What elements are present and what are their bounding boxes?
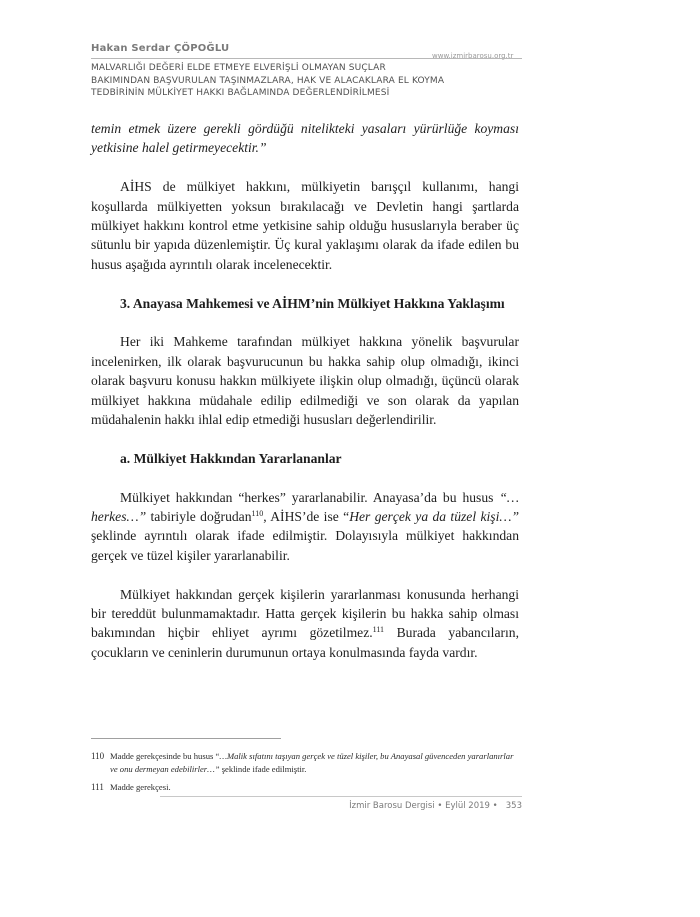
paragraph-beneficiaries: Mülkiyet hakkından “herkes” yararlanabilir. Anayasa’da bu husus “…herkes…” tabiriyle doğrudan$^{110}$, AİHS’de ise “Her gerçek ya da tüzel kişi…” şeklinde ayrıntılı olarak ifade edilmiştir. Dolayısıyla mülkiyet hakkından gerçek ve tüzel kişiler yararlanabilir. (91, 489, 520, 563)
quote-continuation: temin etmek üzere gerekli gördüğü nitelikteki yasaları yürürlüğe koyması yetkisine halel getirmeyecektir.” (91, 121, 519, 156)
header-divider (91, 58, 522, 59)
subsection-heading-a: a. Mülkiyet Hakkından Yararlananlar (120, 450, 342, 466)
paragraph-aihs: AİHS de mülkiyet hakkını, mülkiyetin barışçıl kullanımı, hangi koşullarda mülkiyetten yoksun bırakılacağı ve Devletin hangi şartlarda mülkiyet hakkını kontrol etme yetkisine sahip olduğu hususlarıyla beraber üç sütunlu bir yapıda düzenlemiştir. Üç kural yaklaşımı olarak da ifade edilen bu husus aşağıda ayrıntılı olarak incelenecektir. (91, 179, 519, 272)
issue-date: Eylül 2019 (445, 801, 490, 811)
footnote-text: Madde gerekçesinde bu husus “…Malik sıfatını taşıyan gerçek ve tüzel kişiler, bu Anayasal güvenceden yararlanırlar ve onu dermeyan edebilirler…” şeklinde ifade edilmiştir. (110, 751, 514, 774)
journal-name: İzmir Barosu Dergisi (349, 801, 435, 811)
footnote-ref-110[interactable]: 110 (251, 509, 264, 519)
main-body-text (91, 119, 519, 662)
footnote-text: Madde gerekçesi. (110, 782, 171, 792)
footnote-divider (91, 738, 281, 739)
header-title-line: BAKIMINDAN BAŞVURULAN TAŞINMAZLARA, HAK VE ALACAKLARA EL KOYMA (91, 75, 445, 86)
footnote-number: 111 (91, 782, 104, 792)
page-footer: İzmir Barosu Dergisi • Eylül 2019 • 353 (349, 801, 522, 811)
footnote-ref-111[interactable]: 111 (372, 625, 385, 635)
running-header-title (91, 62, 531, 100)
footnotes (91, 750, 521, 800)
footnote-111 (91, 781, 521, 794)
page-number: 353 (505, 801, 522, 811)
footnote-number: 110 (91, 751, 105, 761)
running-header-author: Hakan Serdar ÇÖPOĞLU (91, 43, 230, 54)
paragraph-natural-persons: Mülkiyet hakkından gerçek kişilerin yararlanması konusunda herhangi bir tereddüt bulunmamaktadır. Hatta gerçek kişilerin bu hakka sahip olması bakımından hiçbir ehliyet ayrımı gözetilmez.$^{111}$ Burada yabancıların, çocukların ve ceninlerin durumunun ortaya konulmasında fayda vardır. (91, 586, 519, 660)
header-title-line: MALVARLIĞI DEĞERİ ELDE ETMEYE ELVERİŞLİ OLMAYAN SUÇLAR (91, 63, 386, 73)
header-title-line: TEDBİRİNİN MÜLKİYET HAKKI BAĞLAMINDA DEĞERLENDİRİLMESİ (91, 88, 390, 98)
footnote-110 (91, 750, 521, 775)
header-website-url[interactable]: www.izmirbarosu.org.tr (432, 52, 514, 60)
paragraph-courts-approach: Her iki Mahkeme tarafından mülkiyet hakkına yönelik başvurular incelenirken, ilk olarak başvurucunun bu hakka sahip olup olmadığı, ikinci olarak başvuru konusu hakkın mülkiyete ilişkin olup olmadığı, üçüncü olarak mülkiyet hakkına müdahale edilip edilmediği ve son olarak da yapılan müdahalenin hakkı ihlal edip etmediği hususları değerlendirilir. (91, 334, 519, 428)
footer-divider (160, 796, 522, 797)
section-heading-3: 3. Anayasa Mahkemesi ve AİHM’nin Mülkiyet Hakkına Yaklaşımı (120, 295, 505, 311)
